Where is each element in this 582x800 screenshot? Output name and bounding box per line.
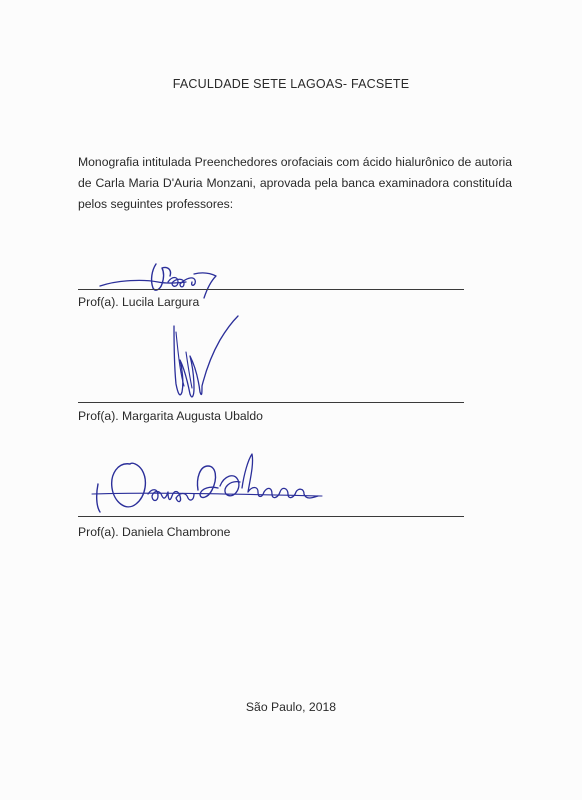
institution-heading: FACULDADE SETE LAGOAS- FACSETE bbox=[172, 77, 410, 91]
examiner-name-3: Prof(a). Daniela Chambrone bbox=[78, 525, 231, 539]
signature-line-2 bbox=[78, 402, 464, 403]
place-and-date: São Paulo, 2018 bbox=[245, 700, 337, 714]
examiner-name-2: Prof(a). Margarita Augusta Ubaldo bbox=[78, 409, 263, 423]
signature-line-1 bbox=[78, 289, 464, 290]
examiner-signature-block-1 bbox=[78, 250, 466, 320]
signature-margarita-augusta-ubaldo bbox=[166, 312, 246, 412]
approval-statement: Monografia intitulada Preenchedores orofaciais com ácido hialurônico de autoria de Carla Maria D'Auria Monzani, aprovada pela banca examinadora constituída pelos seguintes professores: bbox=[78, 155, 512, 211]
examiner-name-1: Prof(a). Lucila Largura bbox=[78, 295, 200, 309]
examiner-signature-block-3 bbox=[78, 450, 466, 550]
signature-daniela-chambrone bbox=[92, 450, 332, 520]
examiner-signature-block-2 bbox=[78, 312, 466, 432]
signature-line-3 bbox=[78, 516, 464, 517]
